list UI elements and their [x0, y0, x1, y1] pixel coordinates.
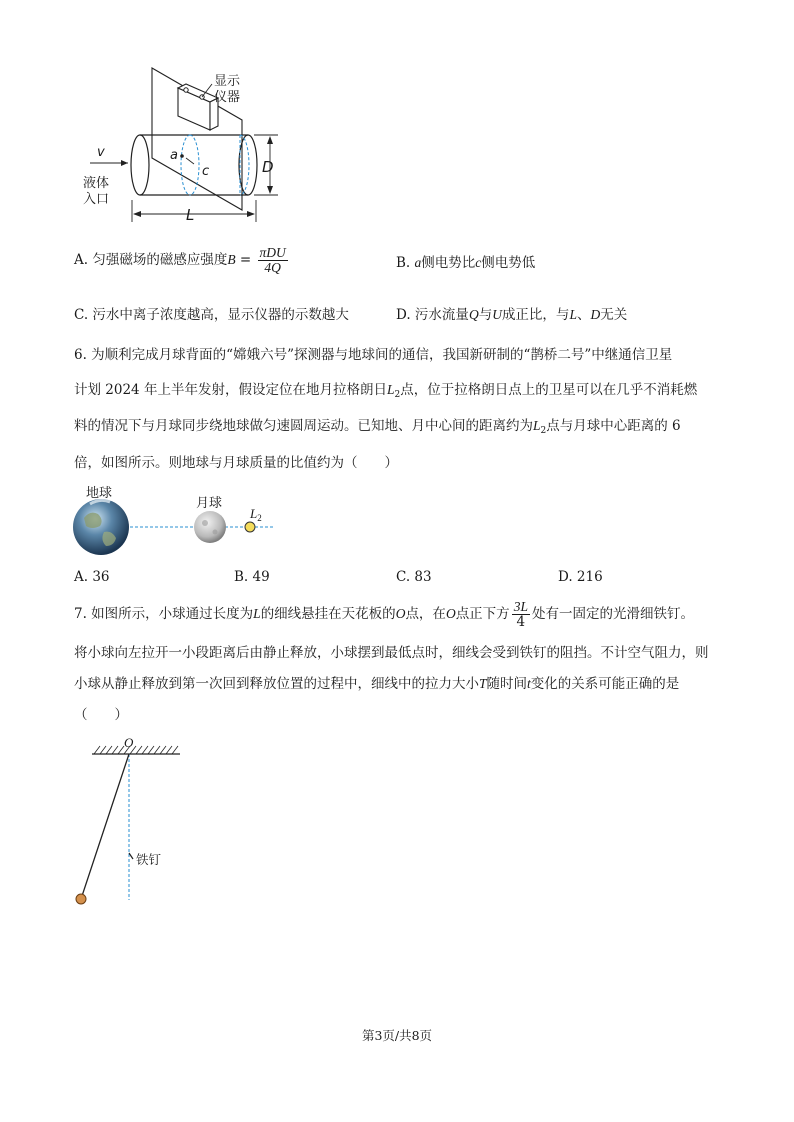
- q6-option-d: D. 216: [558, 569, 603, 585]
- q5-option-d: [396, 303, 627, 323]
- q7-fraction: [512, 600, 530, 629]
- q7-line3c: 变化的关系可能正确的是: [530, 676, 680, 692]
- option-d-d: D: [590, 307, 601, 322]
- q7-line1e: 处有一固定的光滑细铁钉。: [531, 606, 694, 623]
- pendulum-string: [82, 754, 129, 896]
- option-d-q: Q: [468, 307, 479, 322]
- q6-line2-l: L: [386, 382, 395, 397]
- earth-icon: [73, 499, 129, 555]
- q7-line3-t-cap: T: [479, 676, 487, 691]
- q7-line1d: 点正下方: [455, 606, 510, 623]
- option-b-text1: 侧电势比: [421, 255, 476, 271]
- q6-line2: [74, 378, 697, 400]
- option-d-text2: 与: [478, 307, 493, 323]
- earth-label: 地球: [86, 486, 113, 501]
- page-footer: 第3页/共8页: [361, 1028, 433, 1043]
- q5-option-b: [396, 251, 535, 271]
- q6-line3: [74, 414, 681, 436]
- velocity-label: v: [97, 145, 105, 160]
- option-b-a: a: [414, 255, 422, 270]
- option-d-u: U: [492, 307, 502, 322]
- display-label-line2: 仪器: [214, 90, 241, 105]
- nail-icon: [129, 853, 133, 859]
- option-b-c: c: [475, 255, 482, 270]
- option-d-text5: 无关: [600, 307, 628, 323]
- cross-section-mid: [181, 135, 190, 195]
- q7-line1: [74, 600, 694, 629]
- q7-line3a: 小球从静止释放到第一次回到释放位置的过程中，细线中的拉力大小: [74, 676, 479, 692]
- q6-option-c: C. 83: [396, 569, 432, 585]
- q7-line1-o2: O: [445, 606, 456, 622]
- q7-line4: （ ）: [74, 707, 128, 723]
- option-d-text1: D. 污水流量: [396, 307, 469, 323]
- q6-line3b: 点与月球中心距离的 6: [546, 418, 681, 434]
- option-a-fraction: [258, 246, 288, 275]
- q6-option-a: A. 36: [74, 569, 110, 585]
- q7-frac-num: 3L: [513, 599, 528, 614]
- q6-line2a: 计划 2024 年上半年发射，假设定位在地月拉格朗日: [74, 382, 387, 398]
- electrode-a: [180, 154, 184, 158]
- q7-frac-den: 4: [516, 614, 526, 631]
- q7-line1-l: L: [253, 606, 261, 622]
- q6-option-b: B. 49: [234, 569, 270, 585]
- pendulum-figure: [70, 735, 200, 915]
- q6-line3a: 料的情况下与月球同步绕地球做匀速圆周运动。已知地、月中心间的距离约为: [74, 418, 533, 434]
- q6-line4: 倍，如图所示。则地球与月球质量的比值约为（ ）: [74, 455, 398, 471]
- option-d-text3: 成正比，与: [501, 307, 570, 323]
- q5-option-a: [74, 246, 290, 275]
- nail-label: 铁钉: [136, 852, 162, 867]
- q6-line2b: 点，位于拉格朗日点上的卫星可以在几乎不消耗燃: [400, 382, 698, 398]
- option-a-b-symbol: B: [227, 252, 236, 268]
- option-a-numerator: πDU: [259, 245, 286, 260]
- pivot-o-label: O: [124, 735, 134, 750]
- electrode-a-label: a: [170, 148, 178, 163]
- moon-label: 月球: [196, 496, 223, 511]
- q7-line1a: 7. 如图所示，小球通过长度为: [74, 606, 254, 623]
- option-a-equals: =: [235, 252, 256, 269]
- q7-line2: 将小球向左拉开一小段距离后由静止释放，小球摆到最低点时，细线会受到铁钉的阻挡。不计空气阻力，则: [74, 645, 709, 661]
- display-label-line1: 显示: [214, 74, 241, 89]
- inlet-label-line2: 入口: [83, 192, 110, 207]
- l2-label: [250, 506, 262, 523]
- l2-label-l: L: [250, 506, 258, 521]
- q6-line3-sub: 2: [540, 426, 547, 436]
- q7-line1c: 点，在: [405, 606, 446, 623]
- pipe-left-end: [131, 135, 149, 195]
- q6-line1: 6. 为顺利完成月球背面的“嫦娥六号”探测器与地球间的通信，我国新研制的“鹊桥二号”中继通信卫星: [74, 347, 673, 363]
- l2-point-icon: [245, 522, 255, 532]
- option-a-text: 匀强磁场的磁感应强度: [92, 252, 228, 269]
- option-b-prefix: B.: [396, 255, 411, 271]
- option-d-l: L: [569, 307, 577, 322]
- q6-line3-l: L: [533, 418, 541, 433]
- diameter-label: D: [262, 158, 274, 176]
- l2-label-sub: 2: [257, 513, 262, 523]
- q7-line1-o: O: [395, 606, 406, 622]
- q6-line2-sub: 2: [394, 390, 401, 400]
- q7-line3: [74, 672, 679, 692]
- option-a-denominator: 4Q: [264, 260, 281, 276]
- moon-icon: [194, 511, 226, 543]
- q7-line1b: 的细线悬挂在天花板的: [260, 606, 396, 623]
- q5-option-c: C. 污水中离子浓度越高，显示仪器的示数越大: [74, 307, 349, 323]
- inlet-label-line1: 液体: [83, 176, 110, 191]
- option-d-text4: 、: [576, 307, 591, 323]
- q7-line3b: 随时间: [486, 676, 528, 692]
- length-label: L: [186, 206, 195, 224]
- pendulum-ball: [76, 894, 86, 904]
- option-a-prefix: A.: [74, 252, 89, 269]
- option-b-text2: 侧电势低: [481, 255, 536, 271]
- electrode-c-label: c: [202, 164, 210, 179]
- q7-line3-t: t: [527, 676, 531, 691]
